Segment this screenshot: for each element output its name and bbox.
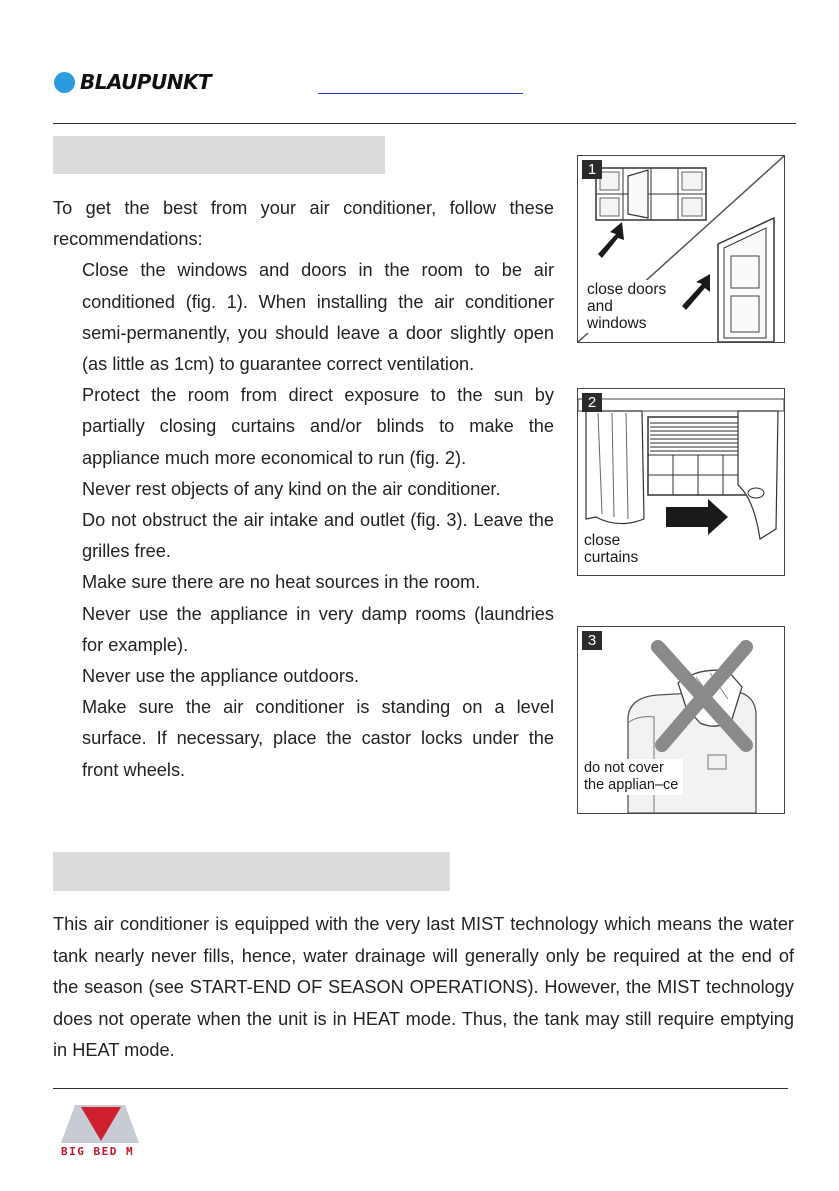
figure-3 — [577, 626, 785, 814]
figure-2 — [577, 388, 785, 576]
brand-dot-icon — [54, 72, 75, 93]
figure-caption: close doors and windows — [584, 280, 678, 333]
header-divider — [53, 123, 796, 124]
list-item: Close the windows and doors in the room to be air conditioned (fig. 1). When installing the air conditioner semi-permanently, you should leave a door slightly open (as little as 1cm) to guarantee correct ventilation. — [82, 260, 554, 375]
section-heading-bar — [53, 136, 385, 174]
footer-divider — [53, 1088, 788, 1089]
figure-number: 3 — [582, 631, 602, 650]
figure-1 — [577, 155, 785, 343]
figure-caption: close curtains — [581, 531, 661, 567]
brand-name: BLAUPUNKT — [80, 70, 212, 94]
list-item: Protect the room from direct exposure to the sun by partially closing curtains and/or blinds to make the appliance much more economical to run (fig. 2). — [82, 385, 554, 468]
drainage-paragraph: This air conditioner is equipped with the very last MIST technology which means the water tank nearly never fills, hence, water drainage will generally only be required at the end of the season (see START-END OF SEASON OPERATIONS). However, the MIST technology does not operate when the unit is in HEAT mode. Thus, the tank may still require emptying in HEAT mode. — [53, 914, 794, 1060]
list-item: Never use the appliance in very damp rooms (laundries for example). — [82, 603, 554, 655]
list-item: Do not obstruct the air intake and outlet (fig. 3). Leave the grilles free. — [82, 510, 554, 562]
brand-logo — [54, 70, 211, 94]
figure-caption: do not cover the applian–ce — [581, 759, 683, 795]
figure-number: 2 — [582, 393, 602, 412]
recommendations-list — [53, 255, 554, 785]
figure-number: 1 — [582, 160, 602, 179]
intro-paragraph: To get the best from your air conditioner, follow these recommendations: — [53, 198, 554, 250]
list-item: Make sure there are no heat sources in the room. — [82, 572, 481, 593]
list-item: Never use the appliance outdoors. — [82, 666, 360, 687]
recommendations-column — [53, 193, 554, 786]
footer-logo-text: BIG BED M — [61, 1145, 135, 1158]
list-item: Never rest objects of any kind on the air conditioner. — [82, 478, 501, 499]
list-item: Make sure the air conditioner is standing on a level surface. If necessary, place the castor locks under the front wheels. — [82, 697, 554, 780]
header-link-underline — [318, 93, 523, 94]
section-heading-bar — [53, 852, 450, 891]
